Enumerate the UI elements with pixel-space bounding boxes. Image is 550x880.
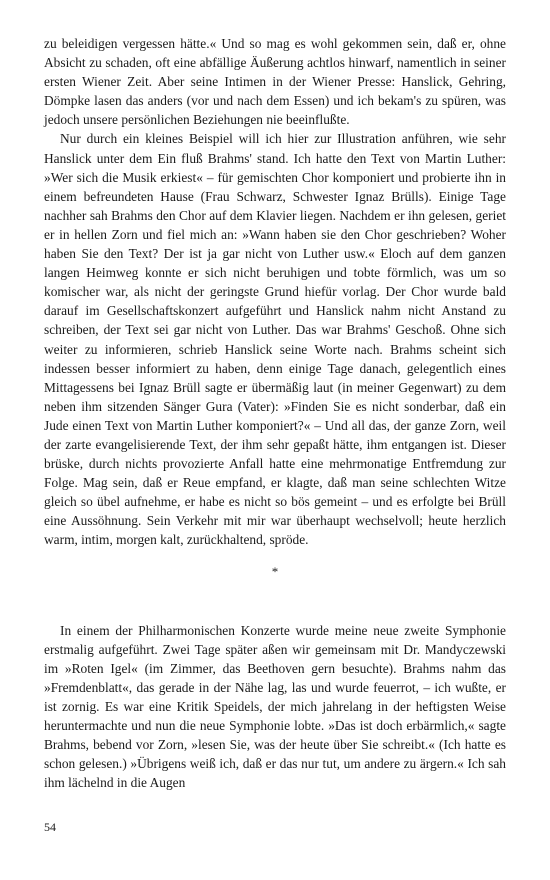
section-separator: * [271,563,279,579]
paragraph-2: Nur durch ein kleines Beispiel will ich hier zur Illustration anführen, wie sehr Hanslick unter dem Ein fluß Brahms' stand. Ich hatte den Text von Martin Luther: »Wer sich die Musik erkiest« – für gemischten Chor komponiert und probierte ihn in einem befreundeten Hause (Frau Schwarz, Schwester Ignaz Brülls). Einige Tage nachher sah Brahms den Chor auf dem Klavier liegen. Nachdem er ihn gelesen, geriet er in hellen Zorn und fiel mich an: »Wann haben sie den Chor geschrieben? Woher haben Sie den Text? Der ist ja gar nicht von Luther usw.« Eloch auf dem ganzen langen Heimweg konnte er sich nicht beruhigen und tobte förmlich, was um so komischer war, als nicht der geringste Grund hiefür vorlag. Der Chor wurde bald darauf im Gesellschaftskonzert aufgeführt und Hanslick nahm nicht Anstand zu schreiben, der Text sei gar nicht von Luther. Das war Brahms' Geschoß. Ohne sich weiter zu informieren, schrieb Hanslick seine Worte nach. Brahms scheint sich indessen besser informiert zu haben, denn einige Tage danach, gelegentlich eines Mittagessens bei Ignaz Brüll sagte er übermäßig laut (in meiner Gegenwart) zu dem neben ihm sitzenden Sänger Gura (Vater): »Finden Sie es nicht sonderbar, daß ein Jude einen Text von Martin Luther komponiert?« – Und all das, der ganze Zorn, weil der zarte evangelisierende Text, der ihm sehr gepaßt hätte, ihm entgangen ist. Dieser brüske, durch nichts provozierte Anfall hatte eine mehrmonatige Entfremdung zur Folge. Mag sein, daß er Reue empfand, er klagte, daß man seine schlechten Witze gleich so übel aufnehme, er habe es nicht so bös gemeint – und es erfolgte bei Brüll eine Aussöhnung. Sein Verkehr mit mir war überhaupt wechselvoll; heute herzlich warm, intim, morgen kalt, zurückhaltend, spröde. [44,131,506,548]
paragraph-1: zu beleidigen vergessen hätte.« Und so mag es wohl gekommen sein, daß er, ohne Absicht zu schaden, oft eine abfällige Äußerung achtlos hinwarf, namentlich in seiner ersten Wiener Zeit. Aber seine Intimen in der Wiener Presse: Hanslick, Gehring, Dömpke lasen das anders (vor und nach dem Essen) und ich bekam's zu spüren, was jedoch unsere persönlichen Beziehungen nie beeinflußte. [44,36,506,128]
paragraph-3: In einem der Philharmonischen Konzerte wurde meine neue zweite Symphonie erstmalig aufgeführt. Zwei Tage später aßen wir gemeinsam mit Dr. Mandyczewski im »Roten Igel« (im Zimmer, das Beethoven gern besuchte). Brahms nahm das »Fremdenblatt«, das gerade in der Nähe lag, las und wurde feuerrot, – ich wußte, er ist zornig. Es war eine Kritik Speidels, der mich jahrelang in der heftigsten Weise heruntermachte und nun die neue Symphonie lobte. »Das ist doch erbärmlich,« sagte Brahms, bebend vor Zorn, »lesen Sie, was der heute über Sie schreibt.« (Ich hatte es schon gelesen.) »Übrigens weiß ich, daß er das nur tut, um andere zu ärgern.« Ich sah ihm lächelnd in die Augen [44,622,506,791]
page-number: 54 [44,820,56,834]
page-body [44,34,506,792]
